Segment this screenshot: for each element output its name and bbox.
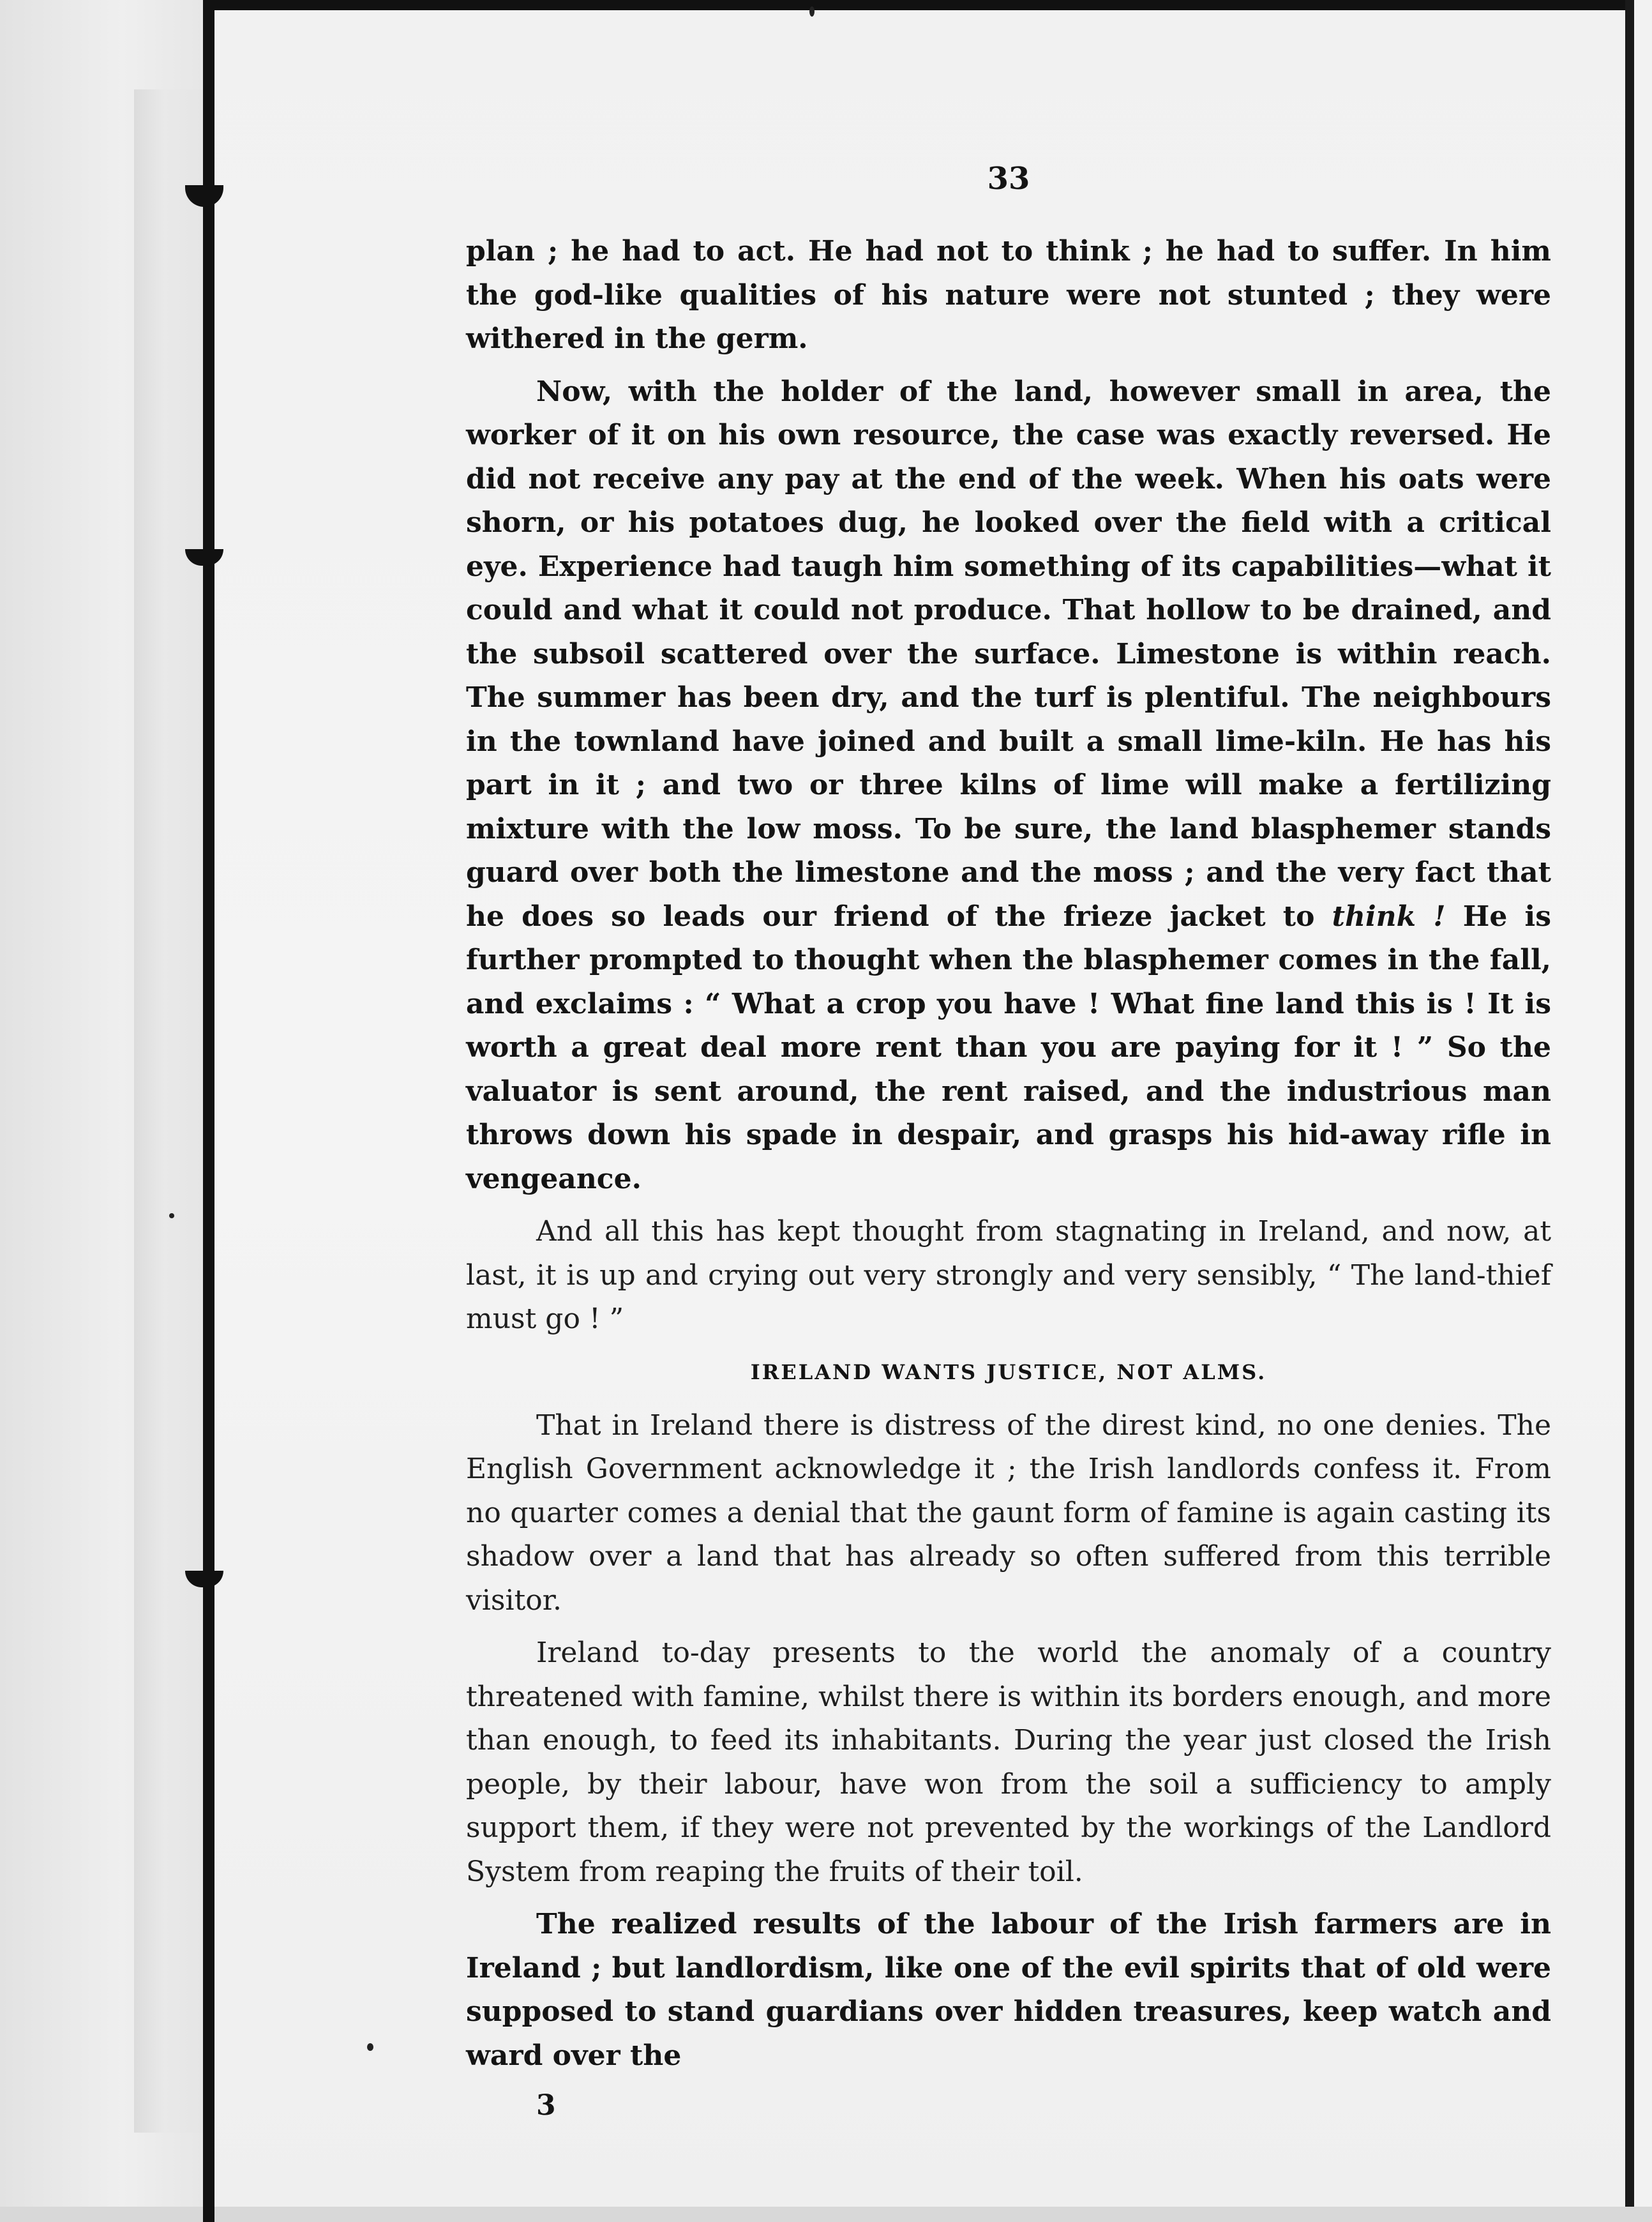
page-right-edge: [1625, 0, 1634, 2222]
paragraph-land-thief: And all this has kept thought from stagnating in Ireland, and now, at last, it is up and crying out very strongly and very sensibly, “ The land-thief must go ! ”: [466, 1215, 1551, 1335]
ink-speck: [809, 6, 815, 17]
binding-gutter-line: [203, 0, 214, 2222]
scan-right-margin: [1634, 0, 1652, 2222]
paragraph-text: He is further prompted to thought when the blasphemer comes in the fall, and exclaims : “ What a crop you have ! What fine land this is ! It is worth a great deal more rent than you are paying for it ! ” So the valuator is sent around, the rent raised, and the industrious man throws down his spade in despair, and grasps his hid-away rifle in vengeance.: [466, 900, 1551, 1195]
left-page-shadow-band: [134, 89, 211, 2133]
scan-bottom-edge: [0, 2207, 1652, 2222]
paragraph-landholder: [466, 370, 1551, 1202]
page-number: 33: [987, 161, 1030, 197]
ink-speck: [169, 1213, 174, 1218]
paragraph-text: Now, with the holder of the land, however small in area, the worker of it on his own resource, the case was exactly reversed. He did not receive any pay at the end of the week. When his oats were shorn, or his potatoes dug, he looked over the field with a critical eye. Experience had taugh him something of its capabilities—what it could and what it could not produce. That hollow to be drained, and the subsoil scattered over the surface. Limestone is within reach. The summer has been dry, and the turf is plentiful. The neighbours in the townland have joined and built a small lime-kiln. He has his part in it ; and two or three kilns of lime will make a fertilizing mixture with the low moss. To be sure, the land blasphemer stands guard over both the limestone and the moss ; and the very fact that he does so leads our friend of the frieze jacket to: [466, 375, 1551, 933]
ink-speck: [367, 2043, 373, 2051]
page-text: [466, 160, 1551, 2125]
page-top-edge: [214, 0, 1652, 10]
paragraph-anomaly: Ireland to-day presents to the world the anomaly of a country threatened with famine, whilst there is within its borders enough, and more than enough, to feed its inhabitants. During the year just closed the Irish people, by their labour, have won from the soil a sufficiency to amply support them, if they were not prevented by the workings of the Landlord System from reaping the fruits of their toil.: [466, 1636, 1551, 1888]
paragraph-distress: That in Ireland there is distress of the direst kind, no one denies. The English Government acknowledge it ; the Irish landlords confess it. From no quarter comes a denial that the gaunt form of famine is again casting its shadow over a land that has already so often suffered from this terrible visitor.: [466, 1409, 1551, 1617]
signature-mark: 3: [536, 2089, 556, 2122]
paragraph-continuation: plan ; he had to act. He had not to think ; he had to suffer. In him the god-like qualities of his nature were not stunted ; they were withered in the germ.: [466, 235, 1551, 355]
paragraph-realized-results: The realized results of the labour of the Irish farmers are in Ireland ; but landlordism, like one of the evil spirits that of old were supposed to stand guardians over hidden treasures, keep watch and ward over the: [466, 1908, 1551, 2072]
section-heading: IRELAND WANTS JUSTICE, NOT ALMS.: [750, 1359, 1267, 1384]
emphasis-think: think !: [1332, 900, 1446, 933]
